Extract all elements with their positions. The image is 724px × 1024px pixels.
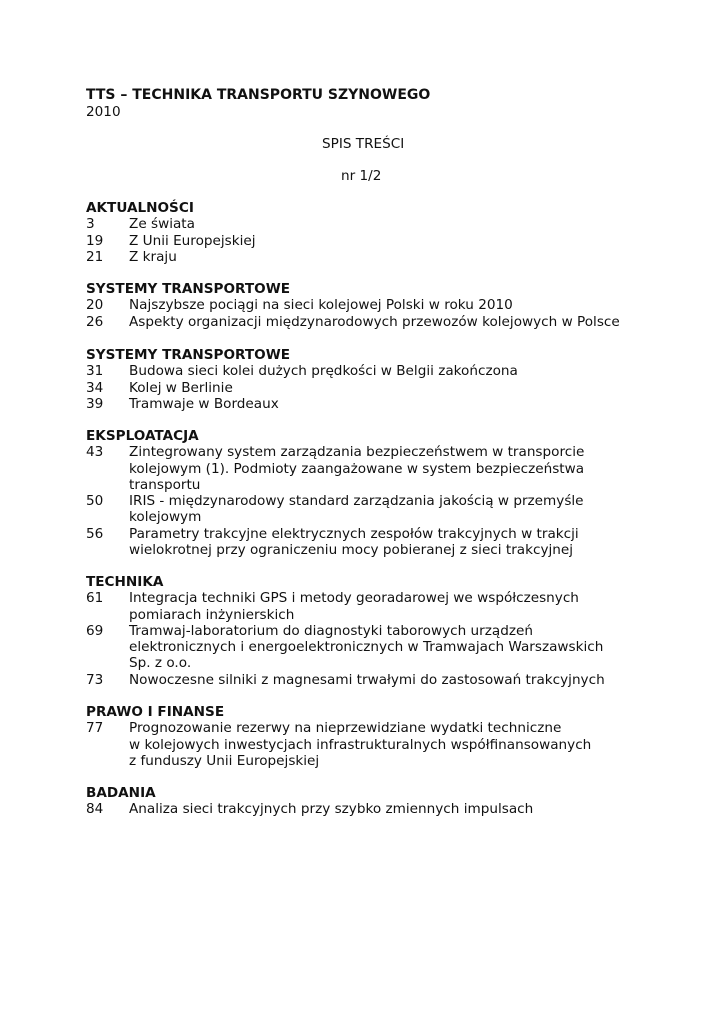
entry-title-line: wielokrotnej przy ograniczeniu mocy pobieranej z sieci trakcyjnej bbox=[129, 541, 574, 558]
entry-title-line: Z kraju bbox=[129, 248, 177, 265]
entry-page-number: 39 bbox=[86, 395, 104, 412]
entry-page-number: 50 bbox=[86, 493, 104, 509]
entry-title-line: pomiarach inżynierskich bbox=[129, 606, 295, 623]
section-heading: AKTUALNOŚCI bbox=[86, 200, 194, 216]
entry-page-number: 3 bbox=[86, 216, 95, 233]
toc-label: SPIS TREŚCI bbox=[322, 136, 405, 152]
entry-page-number: 56 bbox=[86, 525, 104, 542]
entry-page-number: 21 bbox=[86, 248, 104, 265]
section-heading: BADANIA bbox=[86, 785, 156, 801]
entry-page-number: 20 bbox=[86, 297, 104, 314]
entry-page-number: 61 bbox=[86, 590, 104, 607]
entry-page-number: 31 bbox=[86, 363, 104, 380]
entry-title-line: Budowa sieci kolei dużych prędkości w Belgii zakończona bbox=[129, 363, 518, 380]
entry-title-line: z funduszy Unii Europejskiej bbox=[129, 752, 320, 769]
entry-title-line: Aspekty organizacji międzynarodowych przewozów kolejowych w Polsce bbox=[129, 313, 620, 330]
entry-title-line: Integracja techniki GPS i metody georadarowej we współczesnych bbox=[129, 590, 579, 607]
entry-page-number: 19 bbox=[86, 232, 104, 249]
entry-title-line: transportu bbox=[129, 476, 201, 493]
entry-title-line: Prognozowanie rezerwy na nieprzewidziane wydatki techniczne bbox=[129, 720, 562, 737]
section-heading: SYSTEMY TRANSPORTOWE bbox=[86, 281, 290, 297]
entry-page-number: 73 bbox=[86, 671, 104, 688]
section-heading: PRAWO I FINANSE bbox=[86, 704, 225, 720]
section-heading: SYSTEMY TRANSPORTOWE bbox=[86, 347, 290, 363]
document-title: TTS – TECHNIKA TRANSPORTU SZYNOWEGO bbox=[86, 87, 431, 103]
entry-title-line: Analiza sieci trakcyjnych przy szybko zmiennych impulsach bbox=[129, 801, 534, 818]
entry-title-line: Zintegrowany system zarządzania bezpieczeństwem w transporcie bbox=[129, 444, 585, 461]
entry-title-line: Kolej w Berlinie bbox=[129, 379, 233, 396]
entry-title-line: Nowoczesne silniki z magnesami trwałymi do zastosowań trakcyjnych bbox=[129, 671, 605, 688]
entry-page-number: 84 bbox=[86, 801, 104, 818]
entry-page-number: 77 bbox=[86, 720, 104, 737]
section-heading: EKSPLOATACJA bbox=[86, 428, 199, 444]
document-year: 2010 bbox=[86, 104, 121, 120]
entry-title-line: IRIS - międzynarodowy standard zarządzania jakością w przemyśle bbox=[129, 493, 584, 509]
entry-title-line: elektronicznych i energoelektronicznych w Tramwajach Warszawskich bbox=[129, 639, 604, 655]
entry-title-line: w kolejowych inwestycjach infrastrukturalnych współfinansowanych bbox=[129, 736, 592, 753]
entry-page-number: 26 bbox=[86, 313, 104, 330]
entry-title-line: Sp. z o.o. bbox=[129, 655, 192, 672]
issue-number: nr 1/2 bbox=[341, 168, 382, 184]
entry-page-number: 43 bbox=[86, 444, 104, 461]
entry-title-line: Tramwaje w Bordeaux bbox=[129, 395, 279, 412]
entry-title-line: Ze świata bbox=[129, 216, 195, 233]
entry-title-line: kolejowym (1). Podmioty zaangażowane w system bezpieczeństwa bbox=[129, 460, 585, 477]
entry-title-line: kolejowym bbox=[129, 509, 202, 526]
entry-page-number: 34 bbox=[86, 379, 104, 396]
entry-title-line: Z Unii Europejskiej bbox=[129, 232, 256, 249]
entry-title-line: Tramwaj-laboratorium do diagnostyki taborowych urządzeń bbox=[129, 622, 533, 639]
entry-title-line: Parametry trakcyjne elektrycznych zespołów trakcyjnych w trakcji bbox=[129, 525, 579, 542]
entry-title-line: Najszybsze pociągi na sieci kolejowej Polski w roku 2010 bbox=[129, 297, 513, 314]
entry-page-number: 69 bbox=[86, 622, 104, 639]
section-heading: TECHNIKA bbox=[86, 574, 164, 590]
